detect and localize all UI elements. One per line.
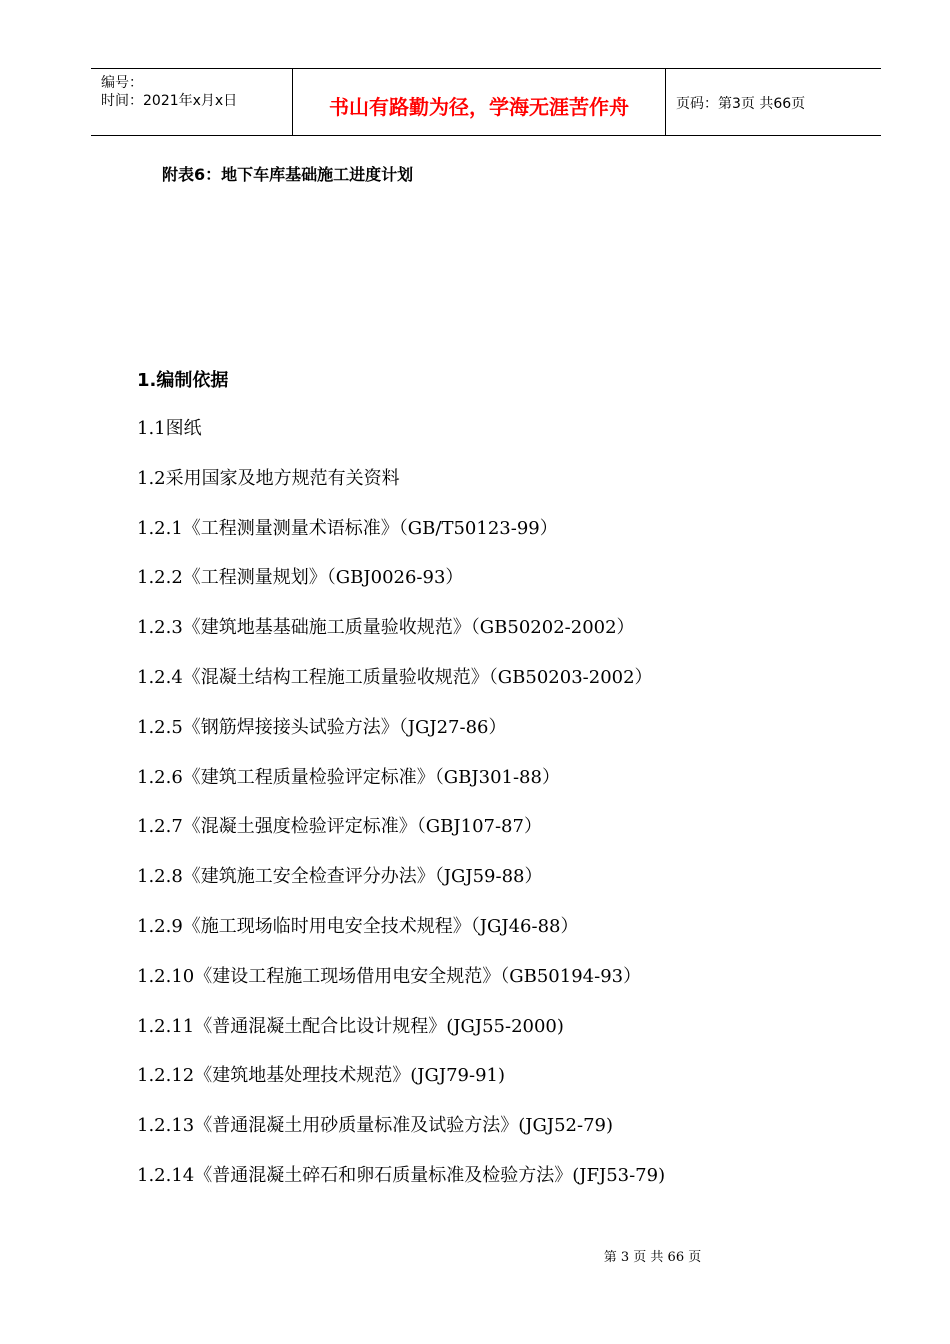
- list-item: 1.2.2《工程测量规划》（GBJ0026-93）: [137, 567, 464, 589]
- document-header: [91, 68, 881, 136]
- header-motto: 书山有路勤为径，学海无涯苦作舟: [329, 95, 629, 119]
- list-item: 1.2.6《建筑工程质量检验评定标准》（GBJ301-88）: [137, 766, 560, 788]
- header-page-info: 页码：第3页 共66页: [676, 96, 806, 112]
- list-item: 1.2.12《建筑地基处理技术规范》(JGJ79-91): [137, 1065, 505, 1087]
- list-item: 1.2.11《普通混凝土配合比设计规程》(JGJ55-2000): [137, 1015, 564, 1037]
- list-item: 1.2.7《混凝土强度检验评定标准》（GBJ107-87）: [137, 816, 542, 838]
- list-item: 1.1图纸: [137, 418, 202, 439]
- section-title: 1.编制依据: [137, 370, 229, 391]
- appendix-title: 附表6：地下车库基础施工进度计划: [162, 165, 414, 184]
- list-item: 1.2采用国家及地方规范有关资料: [137, 467, 400, 489]
- list-item: 1.2.13《普通混凝土用砂质量标准及试验方法》(JGJ52-79): [137, 1115, 613, 1137]
- list-item: 1.2.8《建筑施工安全检查评分办法》（JGJ59-88）: [137, 866, 543, 888]
- document-number-label: 编号：: [101, 75, 143, 91]
- page-footer: 第 3 页 共 66 页: [603, 1250, 702, 1265]
- list-item: 1.2.3《建筑地基基础施工质量验收规范》（GB50202-2002）: [137, 617, 635, 639]
- list-item: 1.2.5《钢筋焊接接头试验方法》（JGJ27-86）: [137, 716, 507, 738]
- header-motto-cell: [293, 69, 666, 135]
- header-meta-cell: [91, 69, 293, 135]
- list-item: 1.2.10《建设工程施工现场借用电安全规范》（GB50194-93）: [137, 965, 642, 987]
- header-page-cell: [666, 69, 881, 135]
- list-item: 1.2.4《混凝土结构工程施工质量验收规范》（GB50203-2002）: [137, 666, 653, 688]
- list-item: 1.2.9《施工现场临时用电安全技术规程》（JGJ46-88）: [137, 915, 579, 937]
- list-item: 1.2.1《工程测量测量术语标准》（GB/T50123-99）: [137, 517, 558, 539]
- list-item: 1.2.14《普通混凝土碎石和卵石质量标准及检验方法》(JFJ53-79): [137, 1164, 666, 1186]
- document-time-label: 时间：2021年x月x日: [101, 93, 238, 109]
- reference-list: [137, 417, 665, 1214]
